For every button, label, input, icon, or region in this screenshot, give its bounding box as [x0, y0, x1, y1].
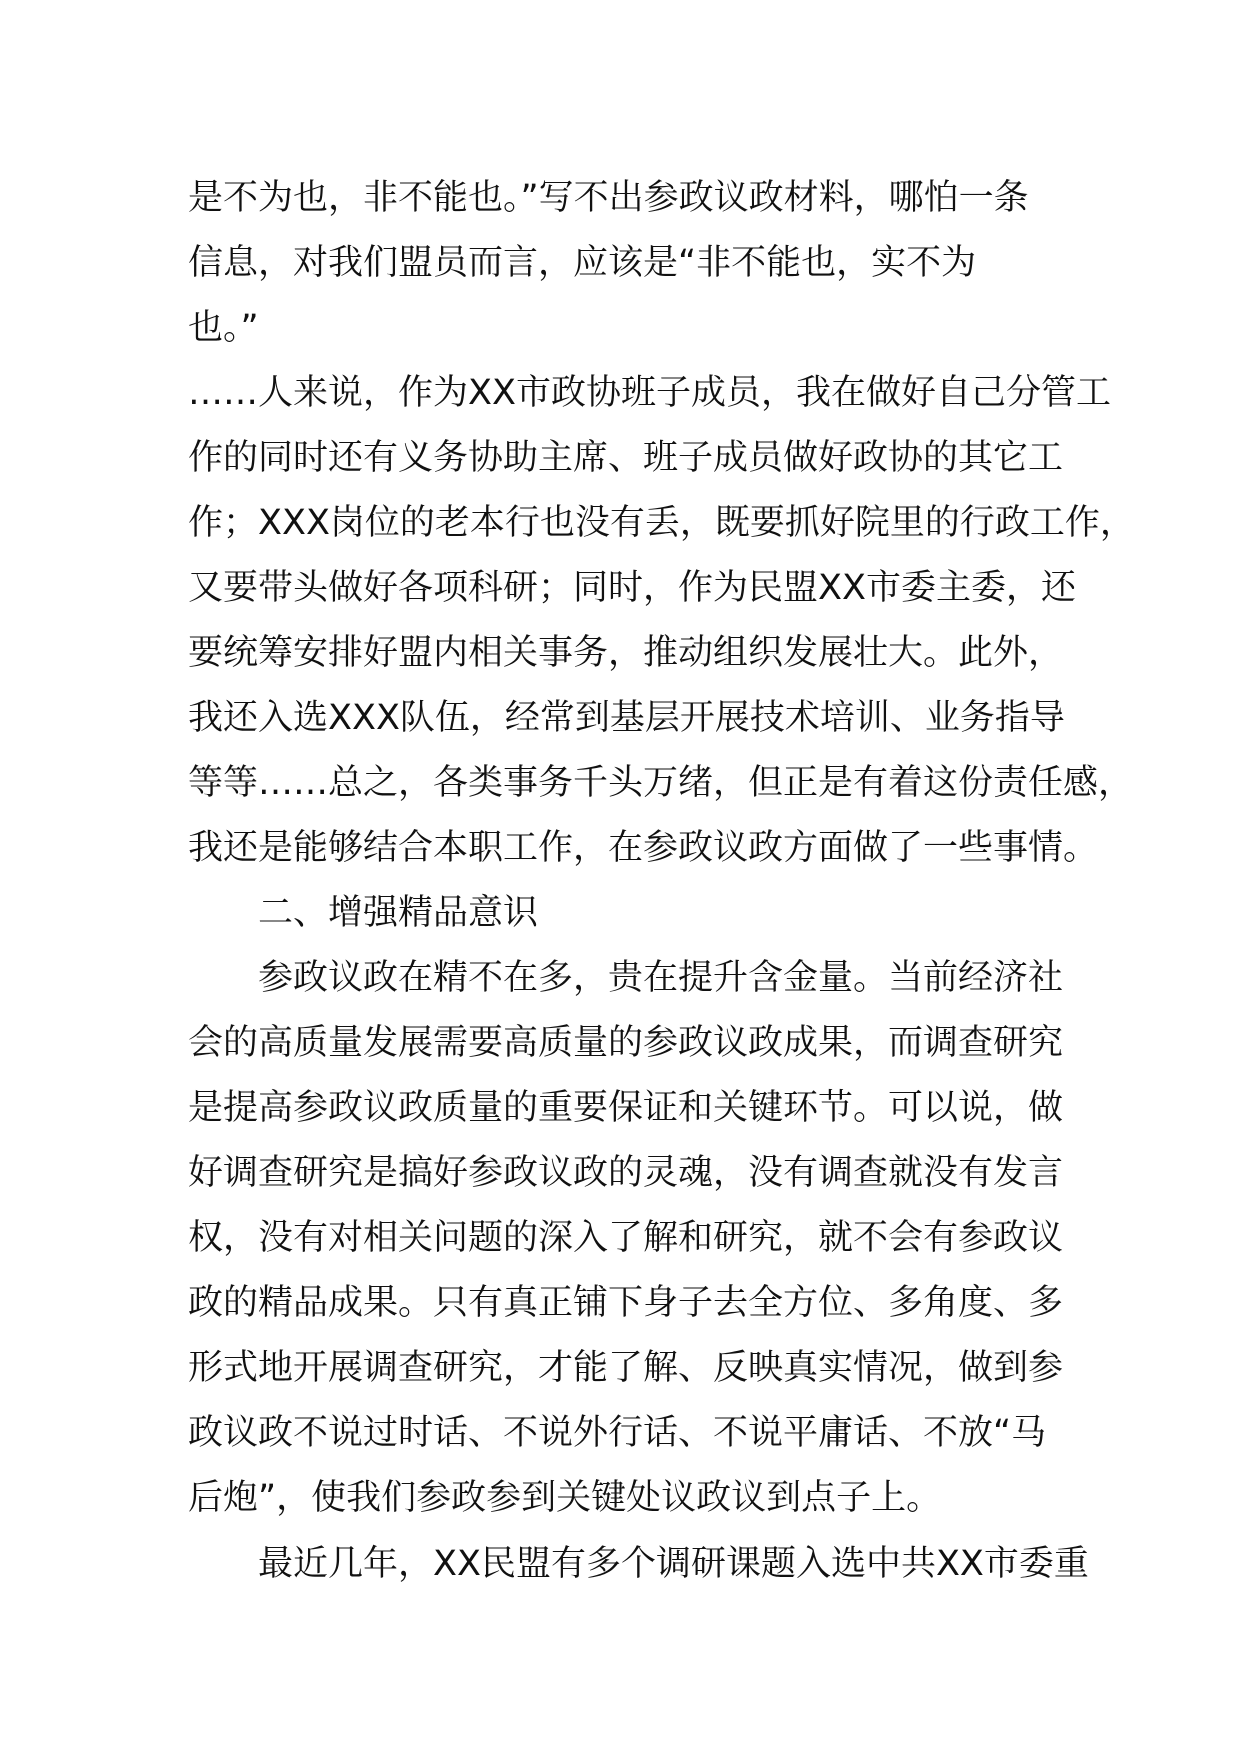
text-line: 作的同时还有义务协助主席、班子成员做好政协的其它工	[188, 438, 1064, 478]
text-line: 政议政不说过时话、不说外行话、不说平庸话、不放“马	[188, 1413, 1047, 1453]
text-line: 政的精品成果。只有真正铺下身子去全方位、多角度、多	[188, 1283, 1064, 1323]
paragraph-quality	[188, 946, 1088, 1531]
text-line: 又要带头做好各项科研；同时，作为民盟XX市委主委，还	[188, 568, 1076, 608]
text-line: 形式地开展调查研究，才能了解、反映真实情况，做到参	[188, 1348, 1064, 1388]
text-line: 我还是能够结合本职工作，在参政议政方面做了一些事情。	[188, 828, 1099, 868]
text-line: 会的高质量发展需要高质量的参政议政成果，而调查研究	[188, 1023, 1064, 1063]
section-heading-block	[188, 881, 1088, 946]
text-line: 也。”	[188, 308, 259, 348]
paragraph-recent	[188, 1532, 1088, 1597]
text-line: 要统筹安排好盟内相关事务，推动组织发展壮大。此外，	[188, 633, 1064, 673]
text-line: 是提高参政议政质量的重要保证和关键环节。可以说，做	[188, 1088, 1064, 1128]
text-line: 后炮”，使我们参政参到关键处议政议到点子上。	[188, 1478, 942, 1518]
section-heading: 二、增强精品意识	[258, 893, 539, 933]
text-line: 是不为也，非不能也。”写不出参政议政材料，哪怕一条	[188, 178, 1029, 218]
text-line: 权，没有对相关问题的深入了解和研究，就不会有参政议	[188, 1218, 1064, 1258]
text-line: 我还入选XXX队伍，经常到基层开展技术培训、业务指导	[188, 698, 1065, 738]
paragraph-continued	[188, 166, 1088, 361]
text-line: 参政议政在精不在多，贵在提升含金量。当前经济社	[258, 958, 1064, 998]
text-line: 信息，对我们盟员而言，应该是“非不能也，实不为	[188, 243, 977, 283]
text-line: ……人来说，作为XX市政协班子成员，我在做好自己分管工	[188, 373, 1111, 413]
text-line: 最近几年，XX民盟有多个调研课题入选中共XX市委重	[258, 1544, 1089, 1584]
paragraph-personal	[188, 361, 1135, 881]
text-line: 好调查研究是搞好参政议政的灵魂，没有调查就没有发言	[188, 1153, 1064, 1193]
text-line: 等等……总之，各类事务千头万绪，但正是有着这份责任感，	[188, 763, 1134, 803]
text-line: 作；XXX岗位的老本行也没有丢，既要抓好院里的行政工作，	[188, 503, 1135, 543]
